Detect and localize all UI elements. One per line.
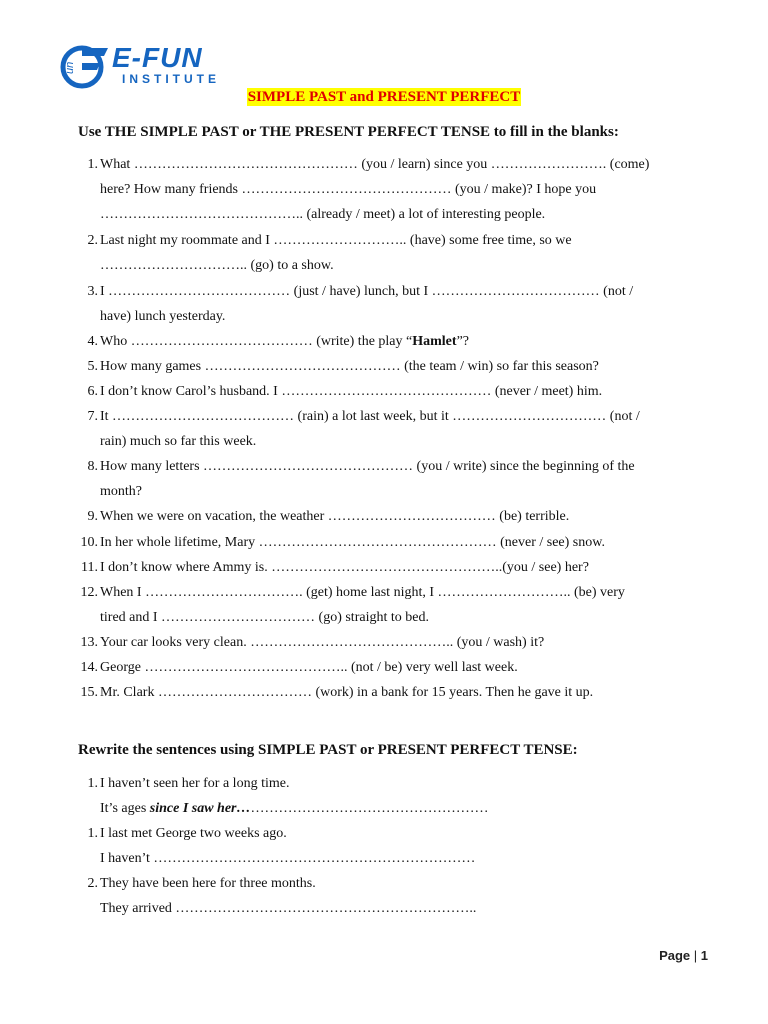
item-line: tired and I …………………………… (go) straight to bed. <box>100 610 429 625</box>
item-number: 9. <box>87 509 98 524</box>
item-number: 8. <box>87 459 98 474</box>
item-line: Who ………………………………… (write) the play “Hamlet”? <box>100 334 469 349</box>
item-line: How many games …………………………………… (the team / win) so far this season? <box>100 359 599 374</box>
item-line: When we were on vacation, the weather ……………………………… (be) terrible. <box>100 509 570 524</box>
logo-mark-icon <box>60 44 110 90</box>
item-number: 1. <box>87 826 98 841</box>
item-line: Last night my roommate and I ……………………….. (have) some free time, so we <box>100 233 572 248</box>
item-line: When I ……………………………. (get) home last night, I ……………………….. (be) very <box>100 585 625 600</box>
item-line: I don’t know Carol’s husband. I ……………………………………… (never / meet) him. <box>100 384 603 399</box>
page-title: SIMPLE PAST and PRESENT PERFECT <box>247 89 521 105</box>
item-line: ………………………….. (go) to a show. <box>100 258 334 273</box>
item-number: 6. <box>87 384 98 399</box>
item-line: Your car looks very clean. …………………………………….. (you / wash) it? <box>100 635 545 650</box>
rewrite-answer: I haven’t …………………………………………………………… <box>100 851 476 866</box>
example-bullet: 1. <box>87 776 98 791</box>
item-number: 2. <box>87 233 98 248</box>
page-separator: | <box>690 948 701 963</box>
item-line: here? How many friends ……………………………………… (you / make)? I hope you <box>100 182 597 197</box>
page-number: 1 <box>700 948 708 963</box>
item-line: month? <box>100 484 142 499</box>
item-line: …………………………………….. (already / meet) a lot of interesting people. <box>100 207 546 222</box>
item-number: 7. <box>87 409 98 424</box>
item-line: How many letters ……………………………………… (you / write) since the beginning of the <box>100 459 635 474</box>
example-answer: It’s ages since I saw her……………………………………………… <box>100 801 489 816</box>
item-number: 10. <box>80 535 98 550</box>
page-label: Page <box>659 948 691 963</box>
item-line: rain) much so far this week. <box>100 434 257 449</box>
item-number: 14. <box>80 660 98 675</box>
play-title: Hamlet <box>412 334 457 349</box>
rewrite-sentence: I last met George two weeks ago. <box>100 826 287 841</box>
example-sentence: I haven’t seen her for a long time. <box>100 776 290 791</box>
section1-heading: Use THE SIMPLE PAST or THE PRESENT PERFECT TENSE to fill in the blanks: <box>78 124 619 140</box>
item-line: It ………………………………… (rain) a lot last week, but it …………………………… (not / <box>100 409 640 424</box>
logo-name: E-FUN <box>112 42 203 73</box>
item-number: 4. <box>87 334 98 349</box>
item-number: 15. <box>80 685 98 700</box>
item-line: George …………………………………….. (not / be) very well last week. <box>100 660 518 675</box>
item-line: I don’t know where Ammy is. …………………………………………..(you / see) her? <box>100 560 589 575</box>
page-footer <box>659 948 708 963</box>
item-number: 12. <box>80 585 98 600</box>
section2-heading: Rewrite the sentences using SIMPLE PAST or PRESENT PERFECT TENSE: <box>78 742 578 758</box>
rewrite-answer: They arrived ……………………………………………………….. <box>100 901 477 916</box>
title-container <box>0 88 768 106</box>
item-line: have) lunch yesterday. <box>100 309 226 324</box>
item-number: 11. <box>81 560 98 575</box>
logo-subtitle: INSTITUTE <box>122 72 220 86</box>
item-line: I ………………………………… (just / have) lunch, but I ……………………………… (not / <box>100 284 634 299</box>
item-number: 2. <box>87 876 98 891</box>
item-line: What ………………………………………… (you / learn) since you ……………………. (come) <box>100 157 650 172</box>
logo-mark-text: un <box>64 61 76 74</box>
item-number: 1. <box>87 157 98 172</box>
item-number: 3. <box>87 284 98 299</box>
institute-logo <box>60 44 230 90</box>
item-number: 5. <box>87 359 98 374</box>
item-number: 13. <box>80 635 98 650</box>
item-line: Mr. Clark …………………………… (work) in a bank for 15 years. Then he gave it up. <box>100 685 594 700</box>
item-line: In her whole lifetime, Mary …………………………………………… (never / see) snow. <box>100 535 605 550</box>
rewrite-sentence: They have been here for three months. <box>100 876 316 891</box>
